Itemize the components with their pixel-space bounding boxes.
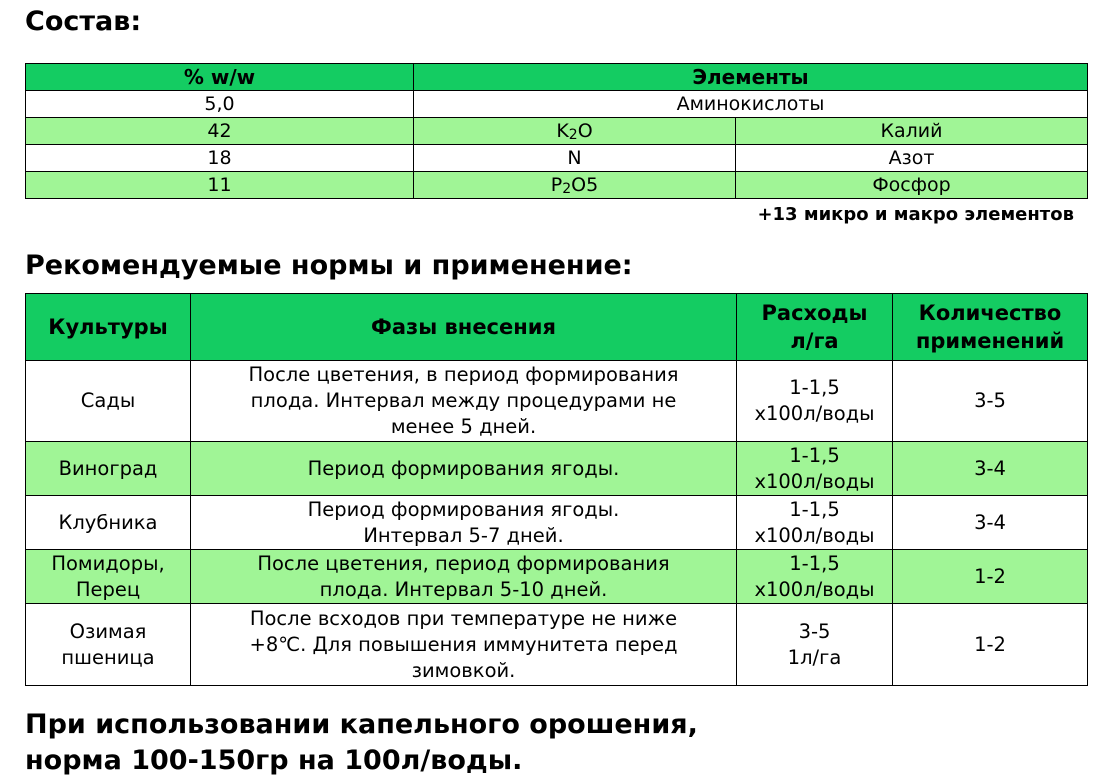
- table-row: [26, 550, 1088, 604]
- table-row: [26, 118, 1088, 145]
- phase-cell: Период формирования ягоды. Интервал 5-7 дней.: [191, 496, 737, 550]
- header-phases: Фазы внесения: [191, 294, 737, 361]
- percent-cell: 18: [26, 145, 414, 172]
- crop-cell: Клубника: [26, 496, 191, 550]
- formula-cell: K2O: [414, 118, 736, 145]
- element-name-cell: Фосфор: [736, 172, 1088, 199]
- table-row: [26, 496, 1088, 550]
- count-cell: 1-2: [893, 604, 1088, 686]
- header-rate: Расходы л/га: [737, 294, 893, 361]
- count-cell: 3-4: [893, 442, 1088, 496]
- table-row: [26, 91, 1088, 118]
- phase-cell: После цветения, период формирования плода. Интервал 5-10 дней.: [191, 550, 737, 604]
- table-row: [26, 172, 1088, 199]
- phase-cell: Период формирования ягоды.: [191, 442, 737, 496]
- phase-cell: После цветения, в период формирования плода. Интервал между процедурами не менее 5 дней.: [191, 361, 737, 442]
- count-cell: 3-4: [893, 496, 1088, 550]
- count-cell: 3-5: [893, 361, 1088, 442]
- recommendations-table: [25, 293, 1088, 686]
- footer-line-1: При использовании капельного орошения,: [25, 709, 698, 740]
- crop-cell: Помидоры, Перец: [26, 550, 191, 604]
- formula-cell: N: [414, 145, 736, 172]
- crop-cell: Озимая пшеница: [26, 604, 191, 686]
- table-row: [26, 145, 1088, 172]
- table-row: [26, 361, 1088, 442]
- percent-cell: 42: [26, 118, 414, 145]
- composition-table: [25, 63, 1088, 199]
- header-count: Количество применений: [893, 294, 1088, 361]
- phase-cell: После всходов при температуре не ниже +8℃. Для повышения иммунитета перед зимовкой.: [191, 604, 737, 686]
- header-crops: Культуры: [26, 294, 191, 361]
- percent-cell: 5,0: [26, 91, 414, 118]
- rate-cell: 3-5 1л/га: [737, 604, 893, 686]
- drip-irrigation-note: [25, 707, 698, 779]
- table-row: [26, 604, 1088, 686]
- table-row: [26, 442, 1088, 496]
- crop-cell: Виноград: [26, 442, 191, 496]
- recommendations-heading: Рекомендуемые нормы и применение:: [25, 250, 633, 281]
- rate-cell: 1-1,5 x100л/воды: [737, 496, 893, 550]
- recommendations-header-row: [26, 294, 1088, 361]
- footer-line-2: норма 100-150гр на 100л/воды.: [25, 745, 523, 776]
- crop-cell: Сады: [26, 361, 191, 442]
- rate-cell: 1-1,5 x100л/воды: [737, 442, 893, 496]
- element-name-cell: Калий: [736, 118, 1088, 145]
- header-percent: % w/w: [26, 64, 414, 91]
- formula-cell: P2O5: [414, 172, 736, 199]
- composition-header-row: [26, 64, 1088, 91]
- rate-cell: 1-1,5 x100л/воды: [737, 361, 893, 442]
- header-elements: Элементы: [414, 64, 1088, 91]
- count-cell: 1-2: [893, 550, 1088, 604]
- rate-cell: 1-1,5 x100л/воды: [737, 550, 893, 604]
- element-name-cell: Азот: [736, 145, 1088, 172]
- element-name-cell: Аминокислоты: [414, 91, 1088, 118]
- composition-heading: Состав:: [25, 6, 142, 37]
- percent-cell: 11: [26, 172, 414, 199]
- micro-elements-note: +13 микро и макро элементов: [757, 204, 1074, 225]
